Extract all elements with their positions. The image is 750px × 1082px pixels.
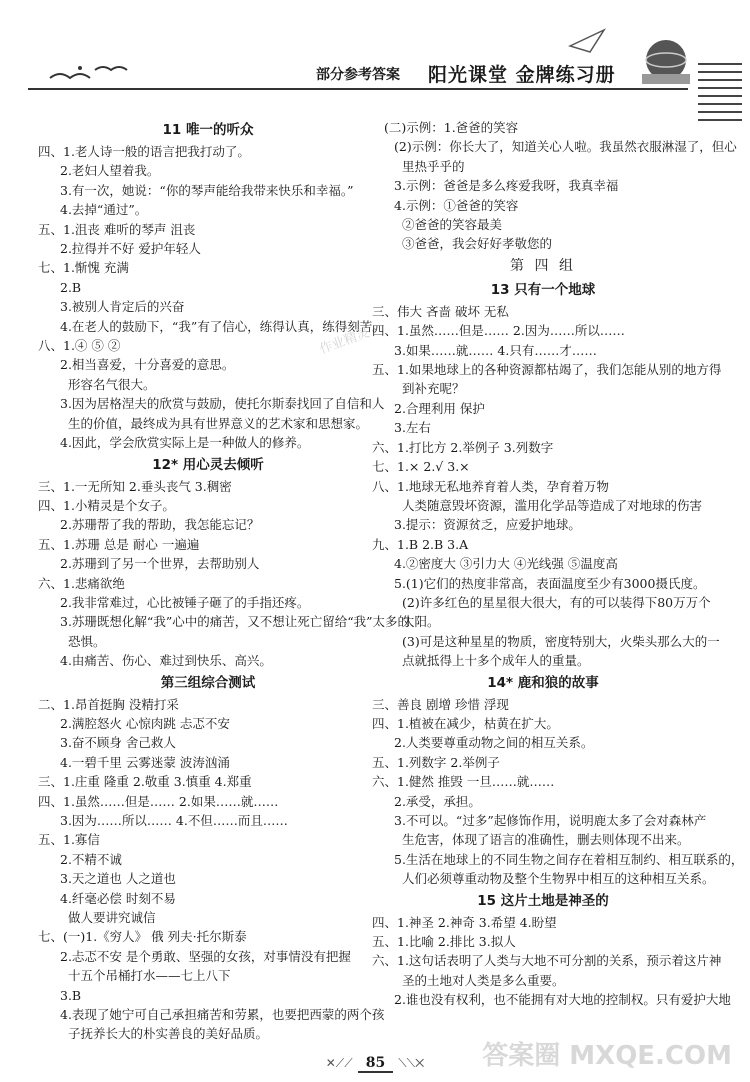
answer-line: ③爸爸，我会好好孝敬您的 bbox=[402, 236, 553, 252]
answer-line: 九、1.B 2.B 3.A bbox=[372, 536, 469, 552]
answer-line: 3.有一次，她说：“你的琴声能给我带来快乐和幸福。” bbox=[60, 182, 354, 198]
answer-line: 2.B bbox=[60, 279, 82, 295]
answer-line: 四、1.神圣 2.神奇 3.希望 4.盼望 bbox=[372, 914, 557, 930]
answer-line: 4.表现了她宁可自己承担痛苦和劳累，也要把西蒙的两个孩 bbox=[60, 1007, 385, 1023]
answer-line: 里热乎乎的 bbox=[402, 158, 465, 174]
answer-line: 七、(一)1.《穷人》 俄 列夫·托尔斯泰 bbox=[38, 929, 247, 945]
lesson-title: 15 这片土地是神圣的 bbox=[477, 892, 609, 909]
answer-line: 3.因为居格涅夫的欣赏与鼓励，使托尔斯泰找回了自信和人 bbox=[60, 396, 385, 412]
answer-line: 六、1.悲痛欲绝 bbox=[38, 575, 125, 591]
stamp: 作业精灵 bbox=[317, 325, 372, 358]
ornament-icon: ✕⟋⟋ bbox=[325, 1056, 353, 1070]
answer-line: 四、1.小精灵是个女子。 bbox=[38, 497, 175, 513]
answer-line: 2.谁也没有权利，也不能拥有对大地的控制权。只有爱护大地 bbox=[394, 992, 731, 1008]
answer-line: 四、1.虽然……但是…… 2.因为……所以…… bbox=[372, 323, 625, 339]
answer-line: 七、1.× 2.√ 3.× bbox=[372, 459, 470, 475]
answer-line: 做人要讲究诚信 bbox=[68, 910, 156, 926]
bird-icon bbox=[40, 48, 130, 88]
answer-line: (2)许多红色的星星很大很大，有的可以装得下80万万个 bbox=[402, 594, 711, 610]
answer-line: 圣的土地对人类是多么重要。 bbox=[402, 972, 565, 988]
answer-line: 五、1.如果地球上的各种资源都枯竭了，我们怎能从别的地方得 bbox=[372, 362, 722, 378]
answer-line: 4.示例：①爸爸的笑容 bbox=[394, 197, 519, 213]
answer-line: 2.苏珊到了另一个世界，去帮助别人 bbox=[60, 556, 260, 572]
answer-line: 到补充呢？ bbox=[402, 381, 465, 397]
page-header bbox=[0, 0, 750, 110]
answer-line: 3.奋不顾身 舍己救人 bbox=[60, 735, 176, 751]
ornament-icon: ⟍⟍✕ bbox=[398, 1056, 425, 1070]
answer-line: 4.因此，学会欣赏实际上是一种做人的修养。 bbox=[60, 435, 310, 451]
answer-line: 生危害，体现了语言的准确性，删去则体现不出来。 bbox=[402, 832, 690, 848]
header-rule bbox=[28, 88, 688, 90]
answer-line: 3.左右 bbox=[394, 420, 431, 436]
answer-line: (2)示例：你长大了，知道关心人啦。我虽然衣服淋湿了，但心 bbox=[394, 139, 737, 155]
answer-line: 七、1.惭愧 充满 bbox=[38, 260, 129, 276]
answer-line: 3.不可以。“过多”起修饰作用，说明鹿太多了会对森林产 bbox=[394, 813, 707, 828]
answer-line: 六、1.这句话表明了人类与大地不可分割的关系，预示着这片神 bbox=[372, 953, 722, 969]
answer-line: 4.去掉“通过”。 bbox=[60, 202, 148, 218]
answer-line: 五、1.寡信 bbox=[38, 832, 100, 848]
answer-line: 八、1.地球无私地养育着人类，孕育着万物 bbox=[372, 478, 609, 494]
right-column bbox=[372, 118, 744, 1010]
answer-line: 2.人类要尊重动物之间的相互关系。 bbox=[394, 735, 594, 751]
lesson-title: 第三组综合测试 bbox=[160, 674, 256, 691]
answer-line: 2.满腔怒火 心惊肉跳 忐忑不安 bbox=[60, 715, 230, 731]
answer-line: 三、1.庄重 隆重 2.敬重 3.慎重 4.郑重 bbox=[38, 774, 252, 790]
answer-line: 2.拉得并不好 爱护年轻人 bbox=[60, 241, 201, 257]
answer-line: 2.合理利用 保护 bbox=[394, 400, 485, 416]
answer-line: 十五个吊桶打水——七上八下 bbox=[68, 968, 231, 984]
answer-line: 3.被别人肯定后的兴奋 bbox=[60, 299, 185, 315]
answer-line: 4.一碧千里 云雾迷蒙 波涛汹涌 bbox=[60, 754, 230, 770]
answer-line: 太阳。 bbox=[402, 614, 440, 630]
answer-line: 形容名气很大。 bbox=[68, 376, 156, 392]
answer-line: (3)可是这种星星的物质，密度特别大，火柴头那么大的一 bbox=[402, 633, 720, 649]
answer-line: 生的价值，最终成为具有世界意义的艺术家和思想家。 bbox=[68, 415, 369, 431]
watermark: 答案圈 MXQE.COM bbox=[482, 1041, 732, 1071]
answer-line: 2.相当喜爱，十分喜爱的意思。 bbox=[60, 357, 235, 373]
answer-line: 六、1.打比方 2.举例子 3.列数字 bbox=[372, 439, 554, 455]
answer-line: 三、善良 剧增 珍惜 浮现 bbox=[372, 696, 509, 712]
page-number: 85 bbox=[358, 1055, 393, 1073]
answer-line: 3.B bbox=[60, 987, 82, 1003]
answer-line: 五、1.苏珊 总是 耐心 一遍遍 bbox=[38, 536, 200, 552]
answer-line: 四、1.老人诗一般的语言把我打动了。 bbox=[38, 144, 250, 159]
answer-line: 人们必须尊重动物及整个生物界中相互的这种相互关系。 bbox=[402, 871, 715, 887]
answer-line: 3.天之道也 人之道也 bbox=[60, 871, 176, 887]
answer-line: 2.我非常难过，心比被锤子砸了的手指还疼。 bbox=[60, 594, 310, 610]
answer-line: 点就抵得上十多个成年人的重量。 bbox=[402, 653, 590, 669]
lesson-title: 14* 鹿和狼的故事 bbox=[487, 674, 599, 691]
answer-line: 5.生活在地球上的不同生物之间存在着相互制约、相互联系的， bbox=[394, 851, 744, 867]
answer-line: 4.②密度大 ③引力大 ④光线强 ⑤温度高 bbox=[394, 556, 618, 572]
answer-line: 八、1.④ ⑤ ② bbox=[38, 338, 121, 354]
answer-line: 5.(1)它们的热度非常高，表面温度至少有3000摄氏度。 bbox=[394, 575, 706, 591]
answer-line: 3.因为……所以…… 4.不但……而且…… bbox=[60, 813, 288, 828]
answer-line: 3.示例：爸爸是多么疼爱我呀，我真幸福 bbox=[394, 178, 619, 194]
answer-line: 二、1.昂首挺胸 没精打采 bbox=[38, 696, 179, 712]
answer-line: 2.忐忑不安 是个勇敢、坚强的女孩，对事情没有把握 bbox=[60, 948, 351, 964]
answer-line: 2.承受，承担。 bbox=[394, 793, 481, 809]
lesson-title: 11 唯一的听众 bbox=[162, 122, 254, 138]
answer-line: 4.由痛苦、伤心、难过到快乐、高兴。 bbox=[60, 653, 272, 669]
answer-line: 恐惧。 bbox=[68, 633, 106, 649]
answer-line: 4.在老人的鼓励下，“我”有了信心，练得认真，练得刻苦。 bbox=[60, 318, 385, 334]
answer-line: ②爸爸的笑容最美 bbox=[402, 217, 503, 233]
answer-line: 3.提示：资源贫乏，应爱护地球。 bbox=[394, 517, 581, 533]
book-title: 阳光课堂 金牌练习册 bbox=[428, 64, 616, 86]
answer-line: 四、1.植被在减少，枯黄在扩大。 bbox=[372, 715, 559, 731]
answer-line: 2.苏珊帮了我的帮助，我怎能忘记？ bbox=[60, 517, 260, 533]
answer-line: 2.老妇人望着我。 bbox=[60, 163, 160, 179]
paper-plane-icon bbox=[568, 26, 608, 56]
answer-line: 3.苏珊既想化解“我”心中的痛苦，又不想让死亡留给“我”太多的 bbox=[60, 614, 410, 630]
answer-line: 子抚养长大的朴实善良的美好品质。 bbox=[68, 1026, 269, 1042]
answer-line: 三、1.一无所知 2.垂头丧气 3.稠密 bbox=[38, 478, 232, 494]
answer-line: 三、伟大 吝啬 破坏 无私 bbox=[372, 303, 509, 319]
unit-title: 第 四 组 bbox=[510, 257, 576, 274]
answer-line: 六、1.健然 推毁 一旦……就…… bbox=[372, 774, 555, 790]
globe-icon bbox=[636, 30, 696, 90]
lesson-title: 13 只有一个地球 bbox=[490, 281, 596, 298]
answer-line: 人类随意毁坏资源，滥用化学品等造成了对地球的伤害 bbox=[402, 497, 703, 513]
answer-line: 4.纤毫必偿 时刻不易 bbox=[60, 890, 176, 906]
answer-line: 3.如果……就…… 4.只有……才…… bbox=[394, 342, 597, 358]
answer-line: 四、1.虽然……但是…… 2.如果……就…… bbox=[38, 793, 279, 809]
answer-line: (二)示例：1.爸爸的笑容 bbox=[384, 120, 519, 135]
section-label: 部分参考答案 bbox=[316, 67, 400, 83]
left-column bbox=[38, 118, 410, 1044]
lesson-title: 12* 用心灵去倾听 bbox=[152, 456, 264, 473]
answer-line: 五、1.列数字 2.举例子 bbox=[372, 754, 500, 770]
answer-line: 2.不精不诚 bbox=[60, 851, 122, 867]
answer-line: 五、1.沮丧 难听的琴声 沮丧 bbox=[38, 221, 196, 237]
answer-line: 五、1.比喻 2.排比 3.拟人 bbox=[372, 934, 516, 950]
